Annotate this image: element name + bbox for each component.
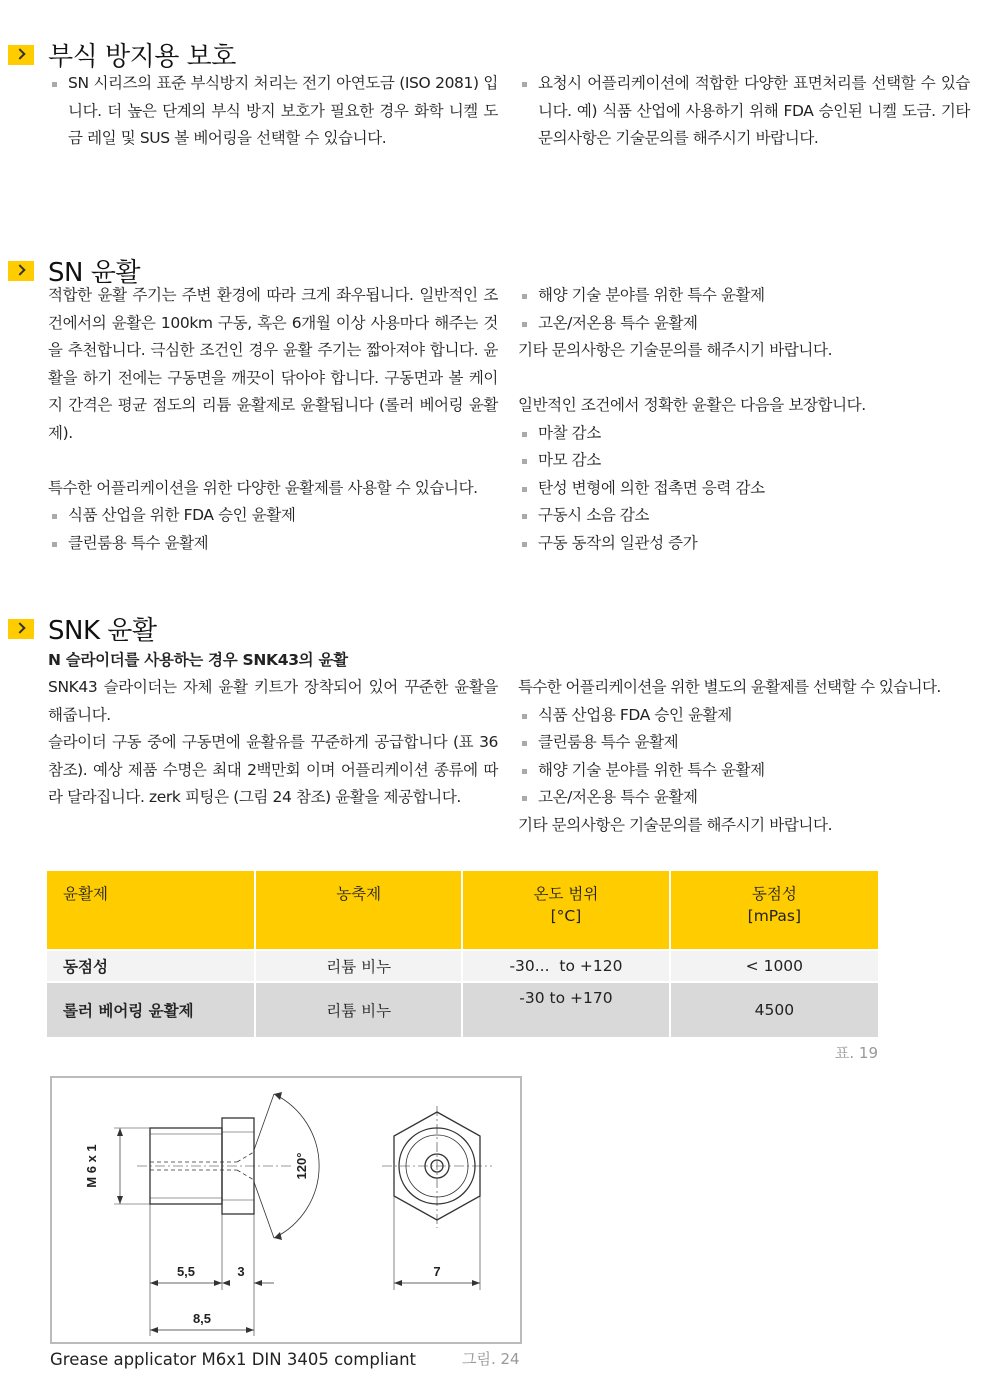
table-header-cell: 동점성 [mPas] <box>671 871 878 949</box>
paragraph: 특수한 어플리케이션을 위한 별도의 윤활제를 선택할 수 있습니다. <box>518 678 941 696</box>
paragraph: 특수한 어플리케이션을 위한 다양한 윤활제를 사용할 수 있습니다. <box>48 478 478 497</box>
list-item: 구동 동작의 일관성 증가 <box>518 530 978 558</box>
chevron-right-icon <box>8 45 34 65</box>
lubricant-table <box>45 871 880 1037</box>
list-item: 해양 기술 분야를 위한 특수 윤활제 <box>518 282 978 310</box>
table-cell: -30 to +170 <box>463 981 669 1037</box>
table-cell: -30... to +120 <box>463 949 669 981</box>
list-item: 탄성 변형에 의한 접촉면 응력 감소 <box>518 475 978 503</box>
chevron-right-icon <box>8 261 34 281</box>
paragraph: 슬라이더 구동 중에 구동면에 윤활유를 꾸준하게 공급합니다 (표 36 참조). 예상 제품 수명은 최대 2백만회 이며 어플리케이션 종류에 따라 달라집니다. zerk 피팅은 (그림 24 참조) 윤활을 제공합니다. <box>48 733 498 806</box>
dim-label: 3 <box>237 1264 245 1279</box>
dim-label: 5,5 <box>176 1264 196 1279</box>
paragraph: SNK43 슬라이더는 자체 윤활 키트가 장착되어 있어 꾸준한 윤활을 해줍니다. <box>48 678 498 724</box>
grease-applicator-drawing <box>50 1076 522 1344</box>
table-caption: 표. 19 <box>834 1044 878 1062</box>
corrosion-right-column <box>518 70 970 153</box>
table-row <box>47 981 878 1037</box>
table-header-cell: 윤활제 <box>47 871 254 949</box>
list-item: 식품 산업용 FDA 승인 윤활제 <box>518 702 993 730</box>
list-item: 고온/저온용 특수 윤활제 <box>518 310 978 338</box>
list-item: 해양 기술 분야를 위한 특수 윤활제 <box>518 757 993 785</box>
chevron-right-icon <box>8 619 34 639</box>
table-header-cell: 온도 범위 [°C] <box>463 871 669 949</box>
list-item: 마찰 감소 <box>518 420 978 448</box>
table-cell: 롤러 베어링 윤활제 <box>47 981 254 1037</box>
sn-right-column <box>518 282 978 557</box>
paragraph: 적합한 윤활 주기는 주변 환경에 따라 크게 좌우됩니다. 일반적인 조건에서의 윤활은 100km 구동, 혹은 6개월 이상 사용마다 해주는 것을 추천합니다. 극심한 조건인 경우 윤활 주기는 짧아져야 합니다. 윤활을 하기 전에는 구동면을 깨끗이 닦아야 합니다. 구동면과 볼 케이지 간격은 평균 점도의 리튬 윤활제로 윤활됩니다 (롤러 베어링 윤활제). <box>48 286 498 442</box>
figure-caption: Grease applicator M6x1 DIN 3405 compliant <box>50 1350 417 1369</box>
paragraph: 기타 문의사항은 기술문의를 해주시기 바랍니다. <box>518 815 833 834</box>
section-snk-title: SNK 윤활 <box>8 610 157 647</box>
list-item: 클린룸용 특수 윤활제 <box>518 729 993 757</box>
table-header-row <box>47 871 878 949</box>
snk-right-column <box>518 674 993 839</box>
sn-left-column <box>48 282 498 557</box>
list-item: 식품 산업을 위한 FDA 승인 윤활제 <box>48 502 498 530</box>
snk-left-column <box>48 674 498 812</box>
paragraph: 일반적인 조건에서 정확한 윤활은 다음을 보장합니다. <box>518 396 866 414</box>
list-item: 마모 감소 <box>518 447 978 475</box>
dim-label: 8,5 <box>192 1311 212 1326</box>
technical-drawing <box>52 1078 520 1342</box>
list-item: 구동시 소음 감소 <box>518 502 978 530</box>
dim-label: 7 <box>433 1264 441 1279</box>
table-row <box>47 949 878 981</box>
table-cell: 4500 <box>671 981 878 1037</box>
list-item: 클린룸용 특수 윤활제 <box>48 530 498 558</box>
list-item: SN 시리즈의 표준 부식방지 처리는 전기 아연도금 (ISO 2081) 입니다. 더 높은 단계의 부식 방지 보호가 필요한 경우 화학 니켈 도금 레일 및 SUS 볼 베어링을 선택할 수 있습니다. <box>48 70 498 153</box>
corrosion-left-column <box>48 70 498 153</box>
table-cell: 리튬 비누 <box>256 949 461 981</box>
table-cell: < 1000 <box>671 949 878 981</box>
list-item: 고온/저온용 특수 윤활제 <box>518 784 993 812</box>
snk-subheading: N 슬라이더를 사용하는 경우 SNK43의 윤활 <box>48 651 348 669</box>
dim-thread-label: M 6 x 1 <box>84 1144 99 1188</box>
table-cell: 동점성 <box>47 949 254 981</box>
paragraph: 기타 문의사항은 기술문의를 해주시기 바랍니다. <box>518 341 833 359</box>
table-cell: 리튬 비누 <box>256 981 461 1037</box>
section-sn-title: SN 윤활 <box>8 252 140 289</box>
dim-angle-label: 120° <box>294 1152 309 1180</box>
section-corrosion-title: 부식 방지용 보호 <box>8 36 236 73</box>
table-header-cell: 농축제 <box>256 871 461 949</box>
list-item: 요청시 어플리케이션에 적합한 다양한 표면처리를 선택할 수 있습니다. 예) 식품 산업에 사용하기 위해 FDA 승인된 니켈 도금. 기타 문의사항은 기술문의를 해주시기 바랍니다. <box>518 70 970 153</box>
figure-number: 그림. 24 <box>462 1350 520 1368</box>
